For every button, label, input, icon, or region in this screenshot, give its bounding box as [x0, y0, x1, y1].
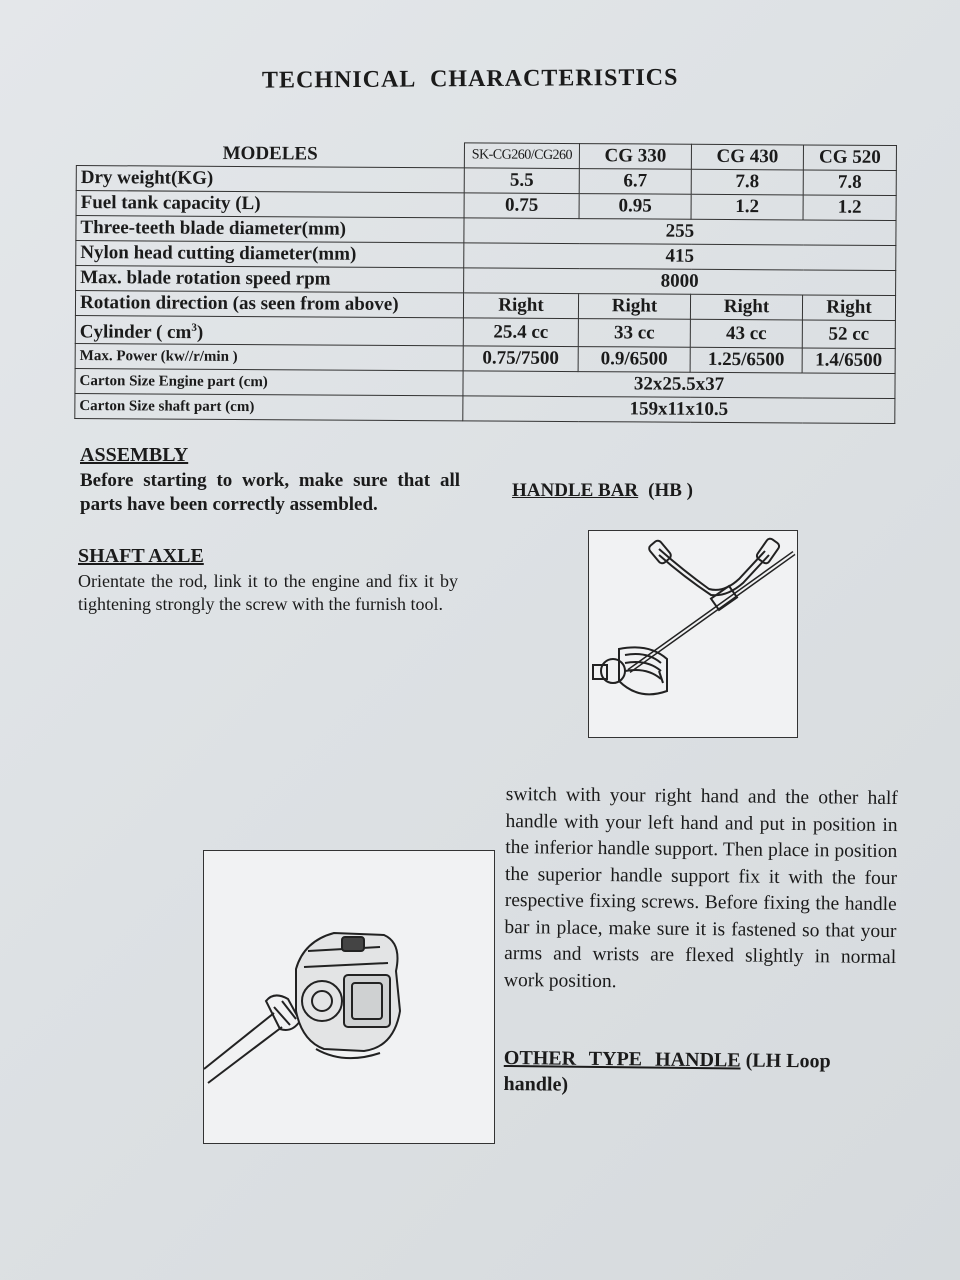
- cell: Right: [802, 295, 895, 321]
- cell: 255: [464, 218, 896, 246]
- handle-bar-heading: [512, 480, 693, 502]
- models-header: MODELES: [76, 141, 464, 168]
- cell: 6.7: [579, 169, 691, 195]
- table-row: [75, 315, 895, 348]
- shaft-axle-heading: SHAFT AXLE: [78, 545, 204, 567]
- brush-cutter-icon: [589, 531, 797, 737]
- row-label: Carton Size Engine part (cm): [75, 369, 463, 396]
- assembly-section: [80, 444, 460, 517]
- cell: 1.2: [691, 194, 803, 220]
- engine-illustration: [203, 850, 495, 1144]
- other-handle-suffix: (LH Loop handle): [503, 1049, 831, 1096]
- cell: 7.8: [803, 170, 896, 196]
- cell: 7.8: [691, 169, 803, 195]
- row-label: Rotation direction (as seen from above): [75, 291, 463, 318]
- row-label: [75, 315, 463, 346]
- cell: 0.75: [464, 193, 579, 219]
- cell: 8000: [464, 268, 896, 296]
- spec-table: [74, 140, 896, 424]
- row-label: Nylon head cutting diameter(mm): [76, 241, 464, 268]
- row-label: Dry weight(KG): [76, 166, 464, 193]
- cell: Right: [578, 294, 690, 320]
- handle-instructions: switch with your right hand and the other half handle with your left hand and put in position in the inferior handle support. Then place in position the superior handle support fix it with the four respective fixing screws. Before fixing the handle bar in place, make sure it is fastened so that your arms and wrists are flexed slightly in normal work position.: [503, 783, 898, 992]
- row-label: Max. Power (kw//r/min ): [75, 344, 463, 371]
- row-label: Carton Size shaft part (cm): [75, 394, 463, 421]
- cell: 1.4/6500: [802, 348, 895, 374]
- row-label-end: ): [196, 322, 204, 344]
- shaft-axle-text: Orientate the rod, link it to the engine and fix it by tightening strongly the screw with the furnish tool.: [78, 571, 458, 614]
- cell: 159x11x10.5: [463, 396, 895, 424]
- assembly-heading: ASSEMBLY: [80, 444, 189, 466]
- model-header: CG 430: [691, 144, 803, 170]
- cell: 1.2: [803, 195, 896, 221]
- cell: Right: [463, 293, 578, 319]
- model-header: CG 520: [803, 145, 896, 171]
- other-handle-heading: [503, 1045, 898, 1101]
- assembly-text: Before starting to work, make sure that all parts have been correctly assembled.: [80, 470, 460, 515]
- cell: 0.95: [579, 194, 691, 220]
- row-label: Fuel tank capacity (L): [76, 191, 464, 218]
- cell: 43 cc: [690, 319, 802, 348]
- engine-icon: [204, 851, 494, 1143]
- model-header: SK-CG260/CG260: [464, 143, 579, 169]
- cell: 5.5: [464, 168, 579, 194]
- row-label: Max. blade rotation speed rpm: [76, 266, 464, 293]
- other-handle-title: OTHER TYPE HANDLE: [503, 1046, 741, 1072]
- cell: 33 cc: [578, 319, 690, 348]
- cell: 25.4 cc: [463, 318, 578, 347]
- cell: 32x25.5x37: [463, 371, 895, 399]
- row-label: Three-teeth blade diameter(mm): [76, 216, 464, 243]
- superscript: 3: [191, 321, 197, 334]
- cell: 0.75/7500: [463, 346, 578, 372]
- page-title: TECHNICAL CHARACTERISTICS: [261, 64, 679, 94]
- cell: 415: [464, 243, 896, 271]
- table-row: [75, 394, 895, 424]
- handle-bar-suffix: (HB ): [648, 480, 694, 501]
- handle-bar-illustration: [588, 530, 798, 738]
- handle-bar-title: HANDLE BAR: [512, 480, 639, 501]
- shaft-axle-section: [78, 545, 458, 616]
- cell: Right: [690, 294, 802, 320]
- row-label-text: Cylinder ( cm: [79, 321, 192, 344]
- cell: 52 cc: [802, 320, 895, 349]
- cell: 1.25/6500: [690, 348, 802, 374]
- model-header: CG 330: [579, 144, 691, 170]
- cell: 0.9/6500: [578, 347, 690, 373]
